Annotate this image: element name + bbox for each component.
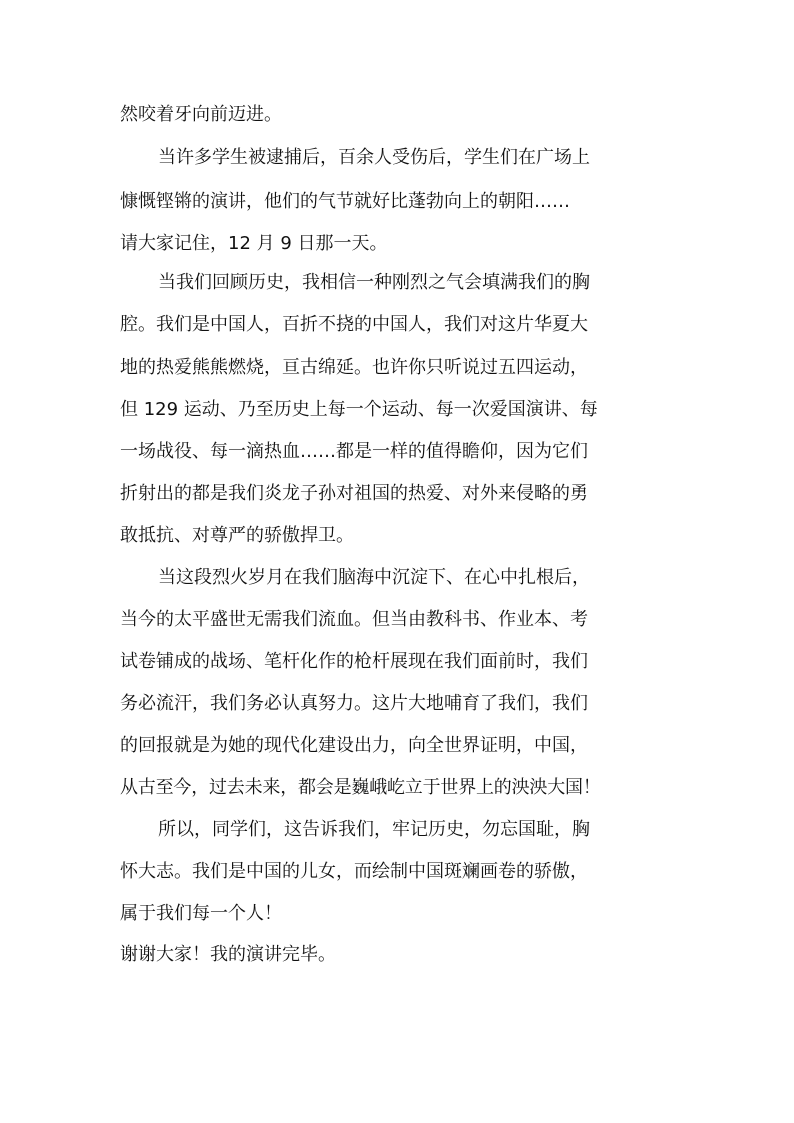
text-line: 当许多学生被逮捕后，百余人受伤后，学生们在广场上 — [158, 147, 590, 168]
text-line: 试卷铺成的战场、笔杆化作的枪杆展现在我们面前时，我们 — [120, 651, 588, 672]
text-line: 所以，同学们，这告诉我们，牢记历史，勿忘国耻，胸 — [158, 819, 590, 840]
text-line: 折射出的都是我们炎龙子孙对祖国的热爱、对外来侵略的勇 — [120, 483, 588, 504]
text-line: 地的热爱熊熊燃烧，亘古绵延。也许你只听说过五四运动， — [120, 357, 588, 378]
text-line: 腔。我们是中国人，百折不挠的中国人，我们对这片华夏大 — [120, 314, 588, 335]
text-line: 请大家记住，12 月 9 日那一天。 — [120, 233, 388, 254]
text-line: 谢谢大家！我的演讲完毕。 — [120, 944, 336, 965]
text-line: 怀大志。我们是中国的儿女，而绘制中国斑斓画卷的骄傲， — [120, 861, 588, 882]
text-line: 当这段烈火岁月在我们脑海中沉淀下、在心中扎根后， — [158, 567, 590, 588]
text-line: 从古至今，过去未来，都会是巍峨屹立于世界上的泱泱大国！ — [120, 777, 601, 798]
text-line: 但 129 运动、乃至历史上每一个运动、每一次爱国演讲、每 — [120, 399, 598, 420]
text-line: 然咬着牙向前迈进。 — [120, 104, 282, 125]
text-line: 务必流汗，我们务必认真努力。这片大地哺育了我们，我们 — [120, 693, 588, 714]
text-line: 属于我们每一个人！ — [120, 903, 282, 924]
text-line: 敢抵抗、对尊严的骄傲捍卫。 — [120, 525, 354, 546]
text-line: 的回报就是为她的现代化建设出力，向全世界证明，中国， — [120, 735, 588, 756]
text-line: 慷慨铿锵的演讲，他们的气节就好比蓬勃向上的朝阳…… — [120, 191, 570, 212]
text-line: 当今的太平盛世无需我们流血。但当由教科书、作业本、考 — [120, 609, 588, 630]
text-line: 一场战役、每一滴热血……都是一样的值得瞻仰，因为它们 — [120, 441, 588, 462]
text-line: 当我们回顾历史，我相信一种刚烈之气会填满我们的胸 — [158, 272, 590, 293]
